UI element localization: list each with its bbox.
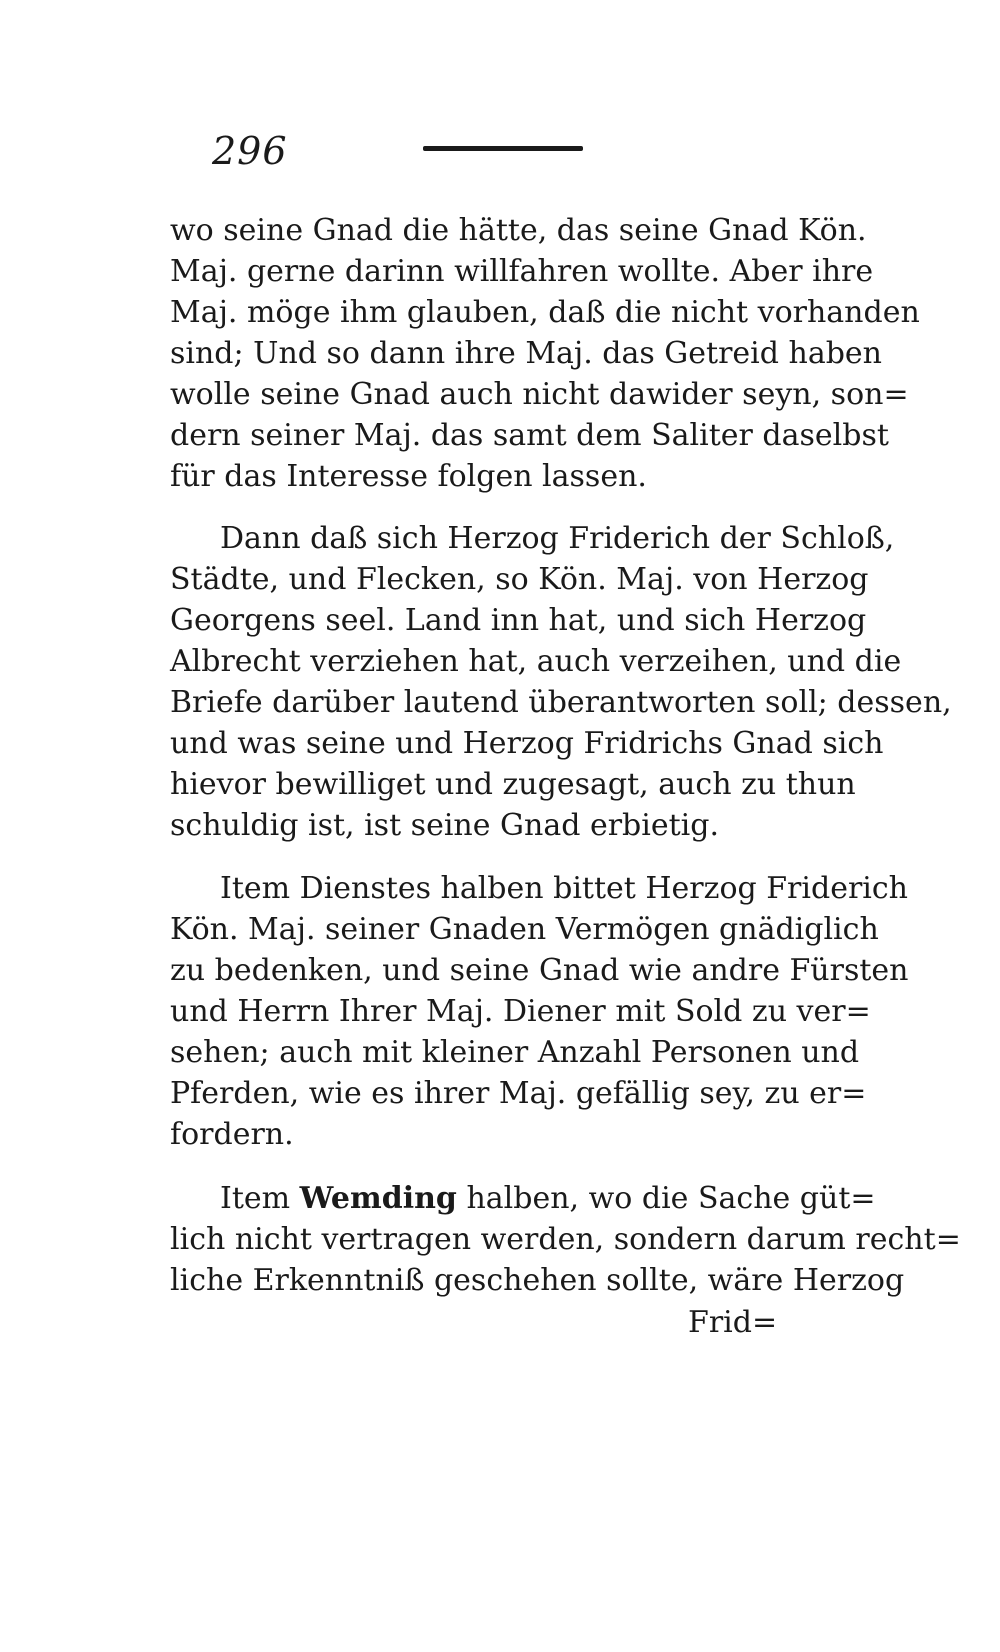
text-line: Pferden, wie es ihrer Maj. gefällig sey, zu er=: [170, 1076, 867, 1111]
text-line: Albrecht verziehen hat, auch verzeihen, und die: [170, 644, 902, 679]
text-line: liche Erkenntniß geschehen sollte, wäre Herzog: [170, 1263, 905, 1298]
text-line: lich nicht vertragen werden, sondern darum recht=: [170, 1222, 961, 1257]
page-number: 296: [212, 129, 288, 173]
text-line: fordern.: [170, 1117, 294, 1152]
text-line: hievor bewilliget und zugesagt, auch zu thun: [170, 767, 856, 802]
paragraph-3: [170, 868, 909, 1155]
text-line: sind; Und so dann ihre Maj. das Getreid haben: [170, 336, 883, 371]
text-line: Dann daß sich Herzog Friderich der Schloß,: [220, 521, 895, 556]
text-line: [170, 1178, 876, 1219]
text-line: und Herrn Ihrer Maj. Diener mit Sold zu ver=: [170, 994, 871, 1029]
text-line: sehen; auch mit kleiner Anzahl Personen und: [170, 1035, 860, 1070]
text-line: zu bedenken, und seine Gnad wie andre Fürsten: [170, 953, 909, 988]
text-line: Item Dienstes halben bittet Herzog Friderich: [220, 871, 909, 906]
text-line: für das Interesse folgen lassen.: [170, 459, 647, 494]
paragraph-2: [170, 518, 952, 846]
text-line: Kön. Maj. seiner Gnaden Vermögen gnädiglich: [170, 912, 879, 947]
header-rule: [423, 146, 583, 151]
text-line: und was seine und Herzog Fridrichs Gnad sich: [170, 726, 884, 761]
text-line: wo seine Gnad die hätte, das seine Gnad Kön.: [170, 213, 867, 248]
text-line: Maj. gerne darinn willfahren wollte. Aber ihre: [170, 254, 874, 289]
paragraph-1: [170, 210, 920, 497]
paragraph-4: [170, 1178, 961, 1301]
catchword: Frid=: [688, 1305, 778, 1340]
text-line: Georgens seel. Land inn hat, und sich Herzog: [170, 603, 867, 638]
text-line: dern seiner Maj. das samt dem Saliter daselbst: [170, 418, 889, 453]
text-line: Städte, und Flecken, so Kön. Maj. von Herzog: [170, 562, 869, 597]
text-line: Briefe darüber lautend überantworten soll; dessen,: [170, 685, 952, 720]
text-run: halben, wo die Sache güt=: [456, 1181, 876, 1216]
text-line: schuldig ist, ist seine Gnad erbietig.: [170, 808, 719, 843]
text-line: wolle seine Gnad auch nicht dawider seyn, son=: [170, 377, 909, 412]
text-run: Item: [220, 1181, 300, 1216]
text-line: Maj. möge ihm glauben, daß die nicht vorhanden: [170, 295, 920, 330]
place-name-bold: Wemding: [299, 1181, 457, 1216]
